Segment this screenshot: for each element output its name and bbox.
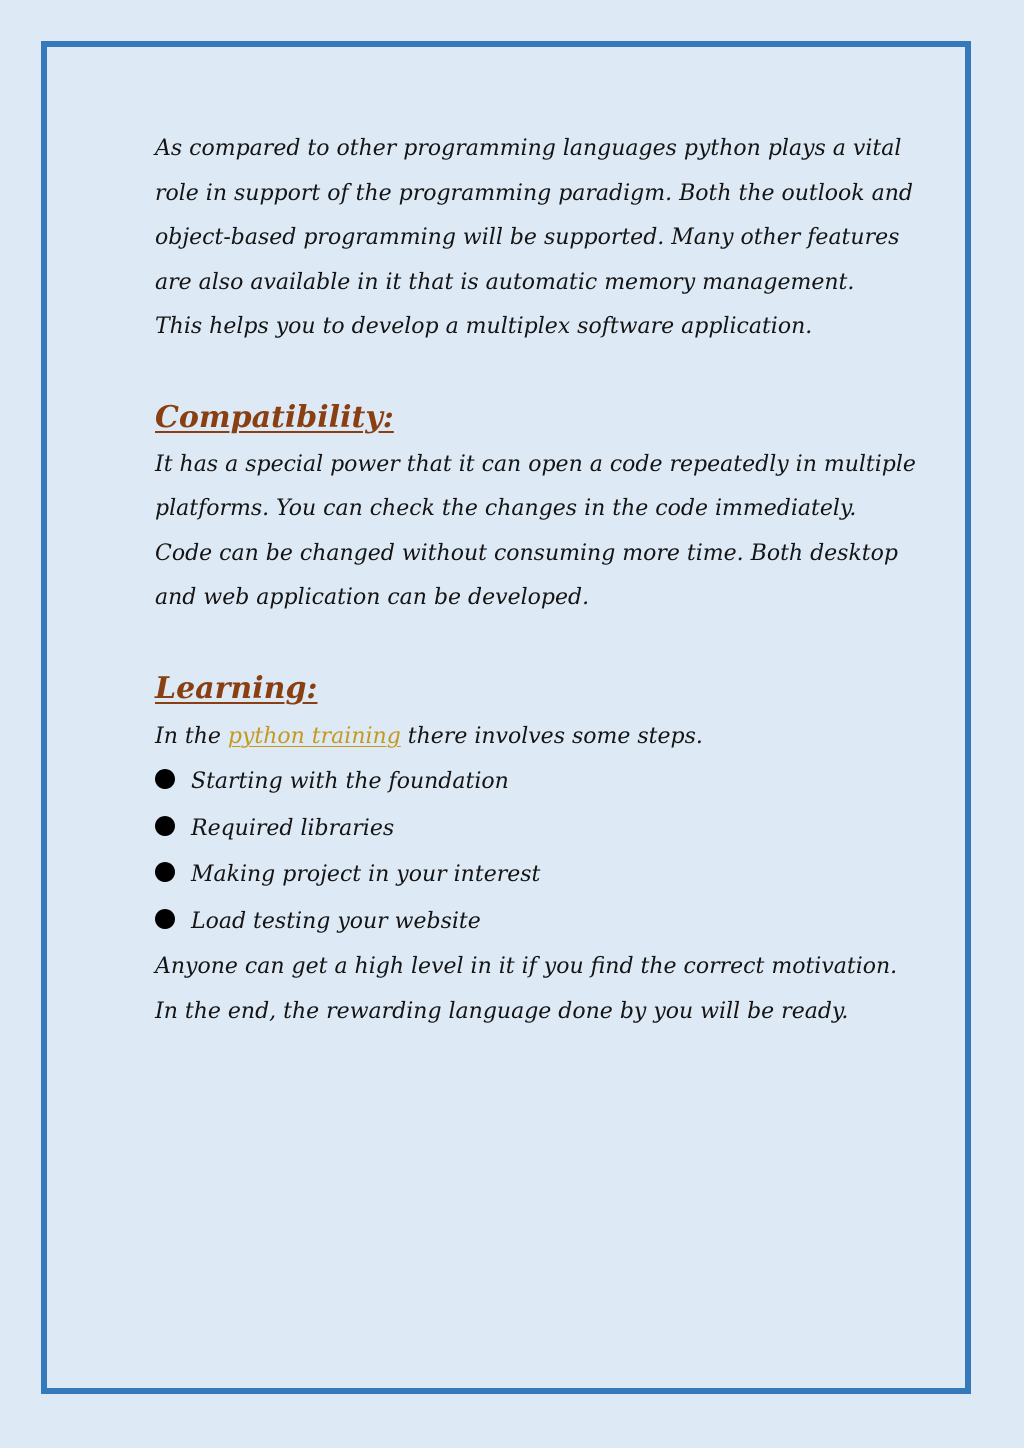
compatibility-line: and web application can be developed. bbox=[155, 585, 590, 610]
intro-paragraph bbox=[155, 127, 913, 350]
learning-closing-paragraph bbox=[155, 945, 898, 1034]
bullet-icon bbox=[155, 862, 175, 882]
list-item bbox=[155, 899, 885, 946]
list-item-text: Starting with the foundation bbox=[191, 769, 509, 794]
compatibility-line: platforms. You can check the changes in the code immediately. bbox=[155, 496, 857, 521]
intro-line: This helps you to develop a multiplex software application. bbox=[155, 314, 813, 339]
document-content bbox=[155, 127, 916, 1034]
intro-line: object-based programming will be supported. Many other features bbox=[155, 225, 900, 250]
compatibility-line: It has a special power that it can open a code repeatedly in multiple bbox=[155, 451, 916, 477]
closing-line: In the end, the rewarding language done by you will be ready. bbox=[155, 998, 849, 1024]
bullet-icon bbox=[155, 909, 175, 929]
bullet-icon bbox=[155, 816, 175, 836]
learning-steps-list bbox=[155, 759, 885, 945]
bullet-icon bbox=[155, 769, 175, 789]
intro-line: role in support of the programming paradigm. Both the outlook and bbox=[155, 180, 913, 206]
list-item bbox=[155, 759, 885, 806]
compatibility-paragraph bbox=[155, 443, 916, 621]
intro-line: As compared to other programming languages python plays a vital bbox=[155, 136, 902, 161]
closing-line: Anyone can get a high level in it if you find the correct motivation. bbox=[155, 954, 898, 979]
learning-intro bbox=[155, 715, 885, 760]
list-item-text: Making project in your interest bbox=[191, 862, 541, 887]
intro-line: are also available in it that is automatic memory management. bbox=[155, 269, 855, 295]
compatibility-line: Code can be changed without consuming more time. Both desktop bbox=[155, 540, 898, 566]
learning-intro-suffix: there involves some steps. bbox=[400, 723, 703, 749]
list-item bbox=[155, 852, 885, 899]
learning-intro-prefix: In the bbox=[155, 723, 228, 749]
python-training-link[interactable]: python training bbox=[227, 723, 401, 749]
list-item-text: Required libraries bbox=[191, 815, 395, 841]
learning-heading: Learning: bbox=[155, 670, 318, 706]
list-item-text: Load testing your website bbox=[191, 908, 481, 934]
list-item bbox=[155, 806, 885, 853]
compatibility-heading: Compatibility: bbox=[155, 399, 394, 435]
